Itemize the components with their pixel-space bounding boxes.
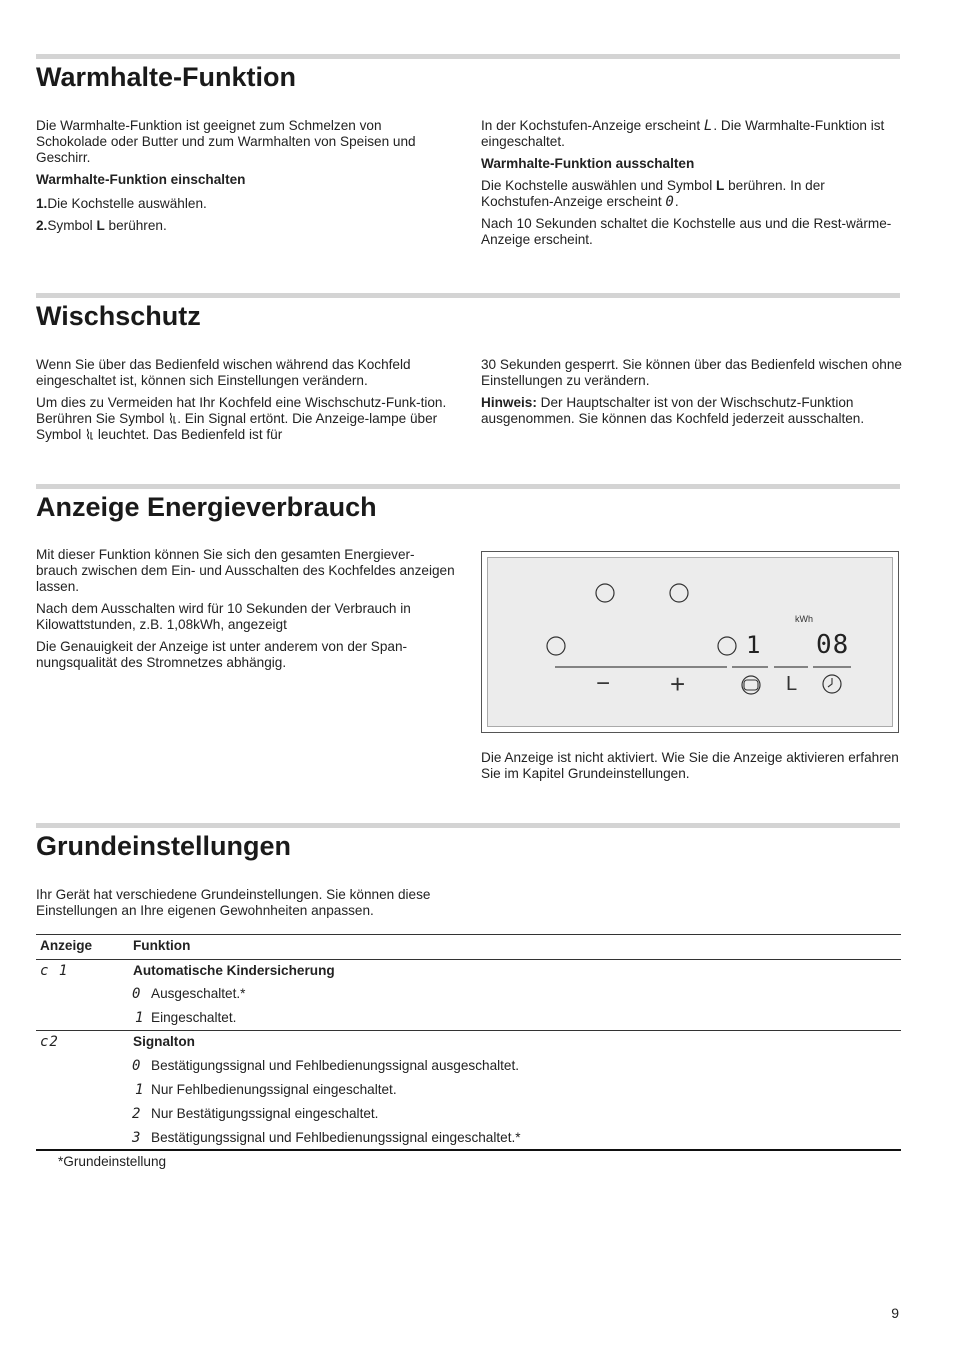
energy-left-column — [36, 547, 456, 677]
option-symbol: 1 — [135, 1010, 145, 1026]
section-title-warmhalte: Warmhalte-Funktion — [36, 62, 296, 92]
option-symbol: 1 — [135, 1082, 145, 1098]
segment-display-0: 0 — [665, 194, 675, 210]
section-title-grundeinstellungen: Grundeinstellungen — [36, 831, 292, 861]
wischschutz-left-column — [36, 357, 458, 449]
option-text: Nur Bestätigungssignal eingeschaltet. — [151, 1106, 379, 1121]
plus-symbol: + — [670, 669, 686, 699]
table-rule — [36, 959, 901, 960]
option-symbol: 2 — [132, 1106, 142, 1122]
step-number: 1. — [36, 196, 48, 211]
segment-display-L: L — [703, 118, 714, 134]
panel-caption: Die Anzeige ist nicht aktiviert. Wie Sie die Anzeige aktivieren erfahren Sie im Kapitel Grundeinstellungen. — [481, 750, 899, 781]
paragraph: Mit dieser Funktion können Sie sich den gesamten Energiever-brauch zwischen dem Ein- und Ausschalten des Kochfeldes anzeigen lassen. — [36, 547, 455, 594]
table-header-anzeige: Anzeige — [40, 938, 93, 953]
display-code: c2 — [40, 1034, 59, 1050]
indicator-circle — [547, 637, 565, 655]
symbol-L: L — [716, 178, 725, 193]
warming-L-symbol: L — [786, 673, 798, 695]
wipe-protection-icon — [85, 427, 94, 442]
section-title-energieverbrauch: Anzeige Energieverbrauch — [36, 492, 377, 522]
text: Die Kochstelle auswählen und Symbol — [481, 178, 717, 193]
table-rule — [36, 1030, 901, 1031]
kwh-unit-label: kWh — [795, 614, 813, 624]
paragraph: Die Warmhalte-Funktion ist geeignet zum Schmelzen von Schokolade oder Butter und zum Warmhalten von Speisen und Geschirr. — [36, 118, 416, 165]
option-text: Bestätigungssignal und Fehlbedienungssignal ausgeschaltet. — [151, 1058, 520, 1073]
text: Um dies zu Vermeiden hat Ihr Kochfeld eine Wischschutz-Funk-tion. Berühren Sie Symbol — [36, 395, 447, 426]
step-1 — [36, 196, 456, 212]
minus-symbol: − — [596, 670, 611, 697]
setting-name: Automatische Kindersicherung — [133, 963, 335, 978]
wipe-protection-button-icon — [742, 676, 760, 694]
subheading: Warmhalte-Funktion ausschalten — [481, 156, 695, 171]
text: . Die Warmhalte-Funktion ist eingeschaltet. — [481, 118, 885, 149]
step-2 — [36, 218, 456, 234]
indicator-circle — [670, 584, 688, 602]
section-rule — [36, 54, 900, 59]
hint-text: Der Hauptschalter ist von der Wischschutz-Funktion ausgenommen. Sie können das Kochfeld jederzeit ausschalten. — [481, 395, 865, 426]
section-rule — [36, 293, 900, 298]
segment-digit-1: 1 — [746, 631, 761, 659]
option-text: Bestätigungssignal und Fehlbedienungssignal eingeschaltet.* — [151, 1130, 521, 1145]
symbol-L: L — [96, 218, 105, 233]
step-text: berühren. — [104, 218, 167, 233]
option-text: Nur Fehlbedienungssignal eingeschaltet. — [151, 1082, 397, 1097]
control-panel-surface — [487, 557, 893, 727]
step-text: Die Kochstelle auswählen. — [47, 196, 207, 211]
warmhalte-right-column — [481, 118, 901, 254]
indicator-circle — [596, 584, 614, 602]
setting-name: Signalton — [133, 1034, 195, 1049]
paragraph — [481, 118, 901, 150]
section-rule — [36, 823, 900, 828]
wipe-protection-icon — [168, 411, 177, 426]
section-rule — [36, 484, 900, 489]
option-symbol: 0 — [132, 1058, 142, 1074]
option-text: Ausgeschaltet.* — [151, 986, 246, 1001]
subheading: Warmhalte-Funktion einschalten — [36, 172, 246, 187]
text: In der Kochstufen-Anzeige erscheint — [481, 118, 704, 133]
hint-paragraph — [481, 395, 903, 427]
paragraph: Wenn Sie über das Bedienfeld wischen während das Kochfeld eingeschaltet ist, können sich Einstellungen verändern. — [36, 357, 411, 388]
page-number: 9 — [891, 1305, 899, 1321]
control-panel-illustration — [481, 551, 899, 733]
option-symbol: 3 — [132, 1130, 142, 1146]
step-text: Symbol — [47, 218, 97, 233]
section-title-wischschutz: Wischschutz — [36, 301, 201, 331]
text: berühren. In der Kochstufen-Anzeige erscheint — [481, 178, 825, 209]
indicator-circle — [718, 637, 736, 655]
table-rule — [36, 1149, 901, 1151]
option-symbol: 0 — [132, 986, 142, 1002]
timer-icon — [823, 675, 841, 693]
hint-label: Hinweis: — [481, 395, 537, 410]
display-code: c 1 — [40, 963, 69, 979]
option-text: Eingeschaltet. — [151, 1010, 237, 1025]
paragraph: Nach 10 Sekunden schaltet die Kochstelle aus und die Rest-wärme-Anzeige erscheint. — [481, 216, 892, 247]
text: . — [674, 194, 679, 209]
text: leuchtet. Das Bedienfeld ist für — [94, 427, 283, 442]
grund-intro: Ihr Gerät hat verschiedene Grundeinstellungen. Sie können diese Einstellungen an Ihre eigenen Gewohnheiten anpassen. — [36, 887, 431, 918]
paragraph: 30 Sekunden gesperrt. Sie können über das Bedienfeld wischen ohne Einstellungen zu verändern. — [481, 357, 902, 388]
step-number: 2. — [36, 218, 48, 233]
paragraph — [481, 178, 901, 210]
wischschutz-right-column — [481, 357, 903, 433]
paragraph — [36, 395, 458, 443]
table-header-funktion: Funktion — [133, 938, 191, 953]
table-rule — [36, 934, 901, 935]
warmhalte-left-column — [36, 118, 456, 240]
paragraph: Nach dem Ausschalten wird für 10 Sekunden der Verbrauch in Kilowattstunden, z.B. 1,08kWh, angezeigt — [36, 601, 411, 632]
text: . Ein Signal ertönt. Die Anzeige-lampe über Symbol — [36, 411, 438, 442]
paragraph: Die Genauigkeit der Anzeige ist unter anderem von der Span-nungsqualität des Stromnetzes abhängig. — [36, 639, 408, 670]
segment-digits-08: 08 — [816, 630, 850, 660]
table-footnote: *Grundeinstellung — [58, 1154, 167, 1169]
